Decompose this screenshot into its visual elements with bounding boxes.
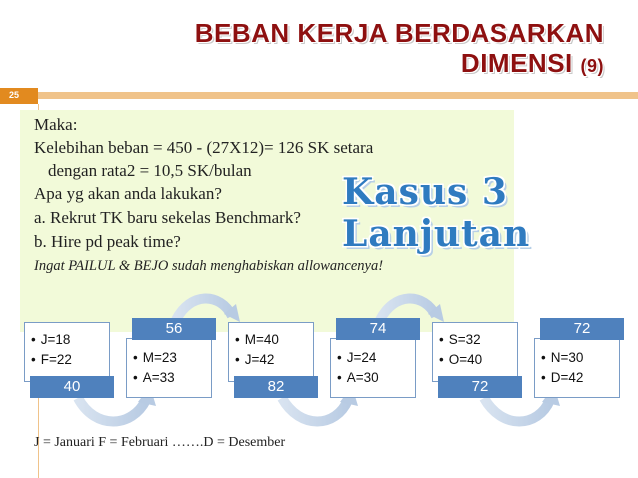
box-1-item-1: • J=18 [31,330,72,350]
process-tag-1: 40 [30,376,114,398]
box-2-item-2: • A=33 [133,368,177,388]
arrow-5-6 [484,398,550,422]
box-4-item-2: • A=30 [337,368,379,388]
divider-bar [38,92,638,99]
box-1-item-2: • F=22 [31,350,72,370]
note-line-4: Apa yg akan anda lakukan? [34,184,222,203]
box-6-item-2: • D=42 [541,368,583,388]
slide-title [134,18,604,81]
process-box-6 [534,338,620,398]
box-2-item-1: • M=23 [133,348,177,368]
process-box-2 [126,338,212,398]
note-line-7: Ingat PAILUL & BEJO sudah menghabiskan allowancenya! [34,258,384,274]
kasus-title: Kasus 3 Lanjutan [342,171,531,255]
note-line-5: a. Rekrut TK baru sekelas Benchmark? [34,208,301,227]
box-5-item-1: • S=32 [439,330,482,350]
arrow-1-2 [78,398,146,422]
process-tag-6: 72 [540,318,624,340]
arrow-3-4 [282,398,348,422]
process-box-3 [228,322,314,382]
title-line-1: BEBAN KERJA BERDASARKAN [194,18,604,48]
process-tag-5: 72 [438,376,522,398]
process-box-1 [24,322,110,382]
note-line-6: b. Hire pd peak time? [34,232,181,251]
title-line-2 [134,48,604,81]
process-box-4 [330,338,416,398]
process-box-5 [432,322,518,382]
month-legend: J = Januari F = Februari …….D = Desember [34,435,286,450]
note-line-2: Kelebihan beban = 450 - (27X12)= 126 SK setara [34,138,374,157]
box-3-item-1: • M=40 [235,330,279,350]
process-tag-2: 56 [132,318,216,340]
title-suffix: (9) [580,56,604,76]
process-tag-4: 74 [336,318,420,340]
box-6-item-1: • N=30 [541,348,583,368]
process-tag-3: 82 [234,376,318,398]
note-line-1: Maka: [34,115,78,134]
slide-number: 25 [9,90,20,100]
box-5-item-2: • O=40 [439,350,482,370]
title-word: DIMENSI [460,48,573,78]
box-4-item-1: • J=24 [337,348,379,368]
header-rule [0,88,638,104]
box-3-item-2: • J=42 [235,350,279,370]
note-line-3: dengan rata2 = 10,5 SK/bulan [48,161,252,180]
